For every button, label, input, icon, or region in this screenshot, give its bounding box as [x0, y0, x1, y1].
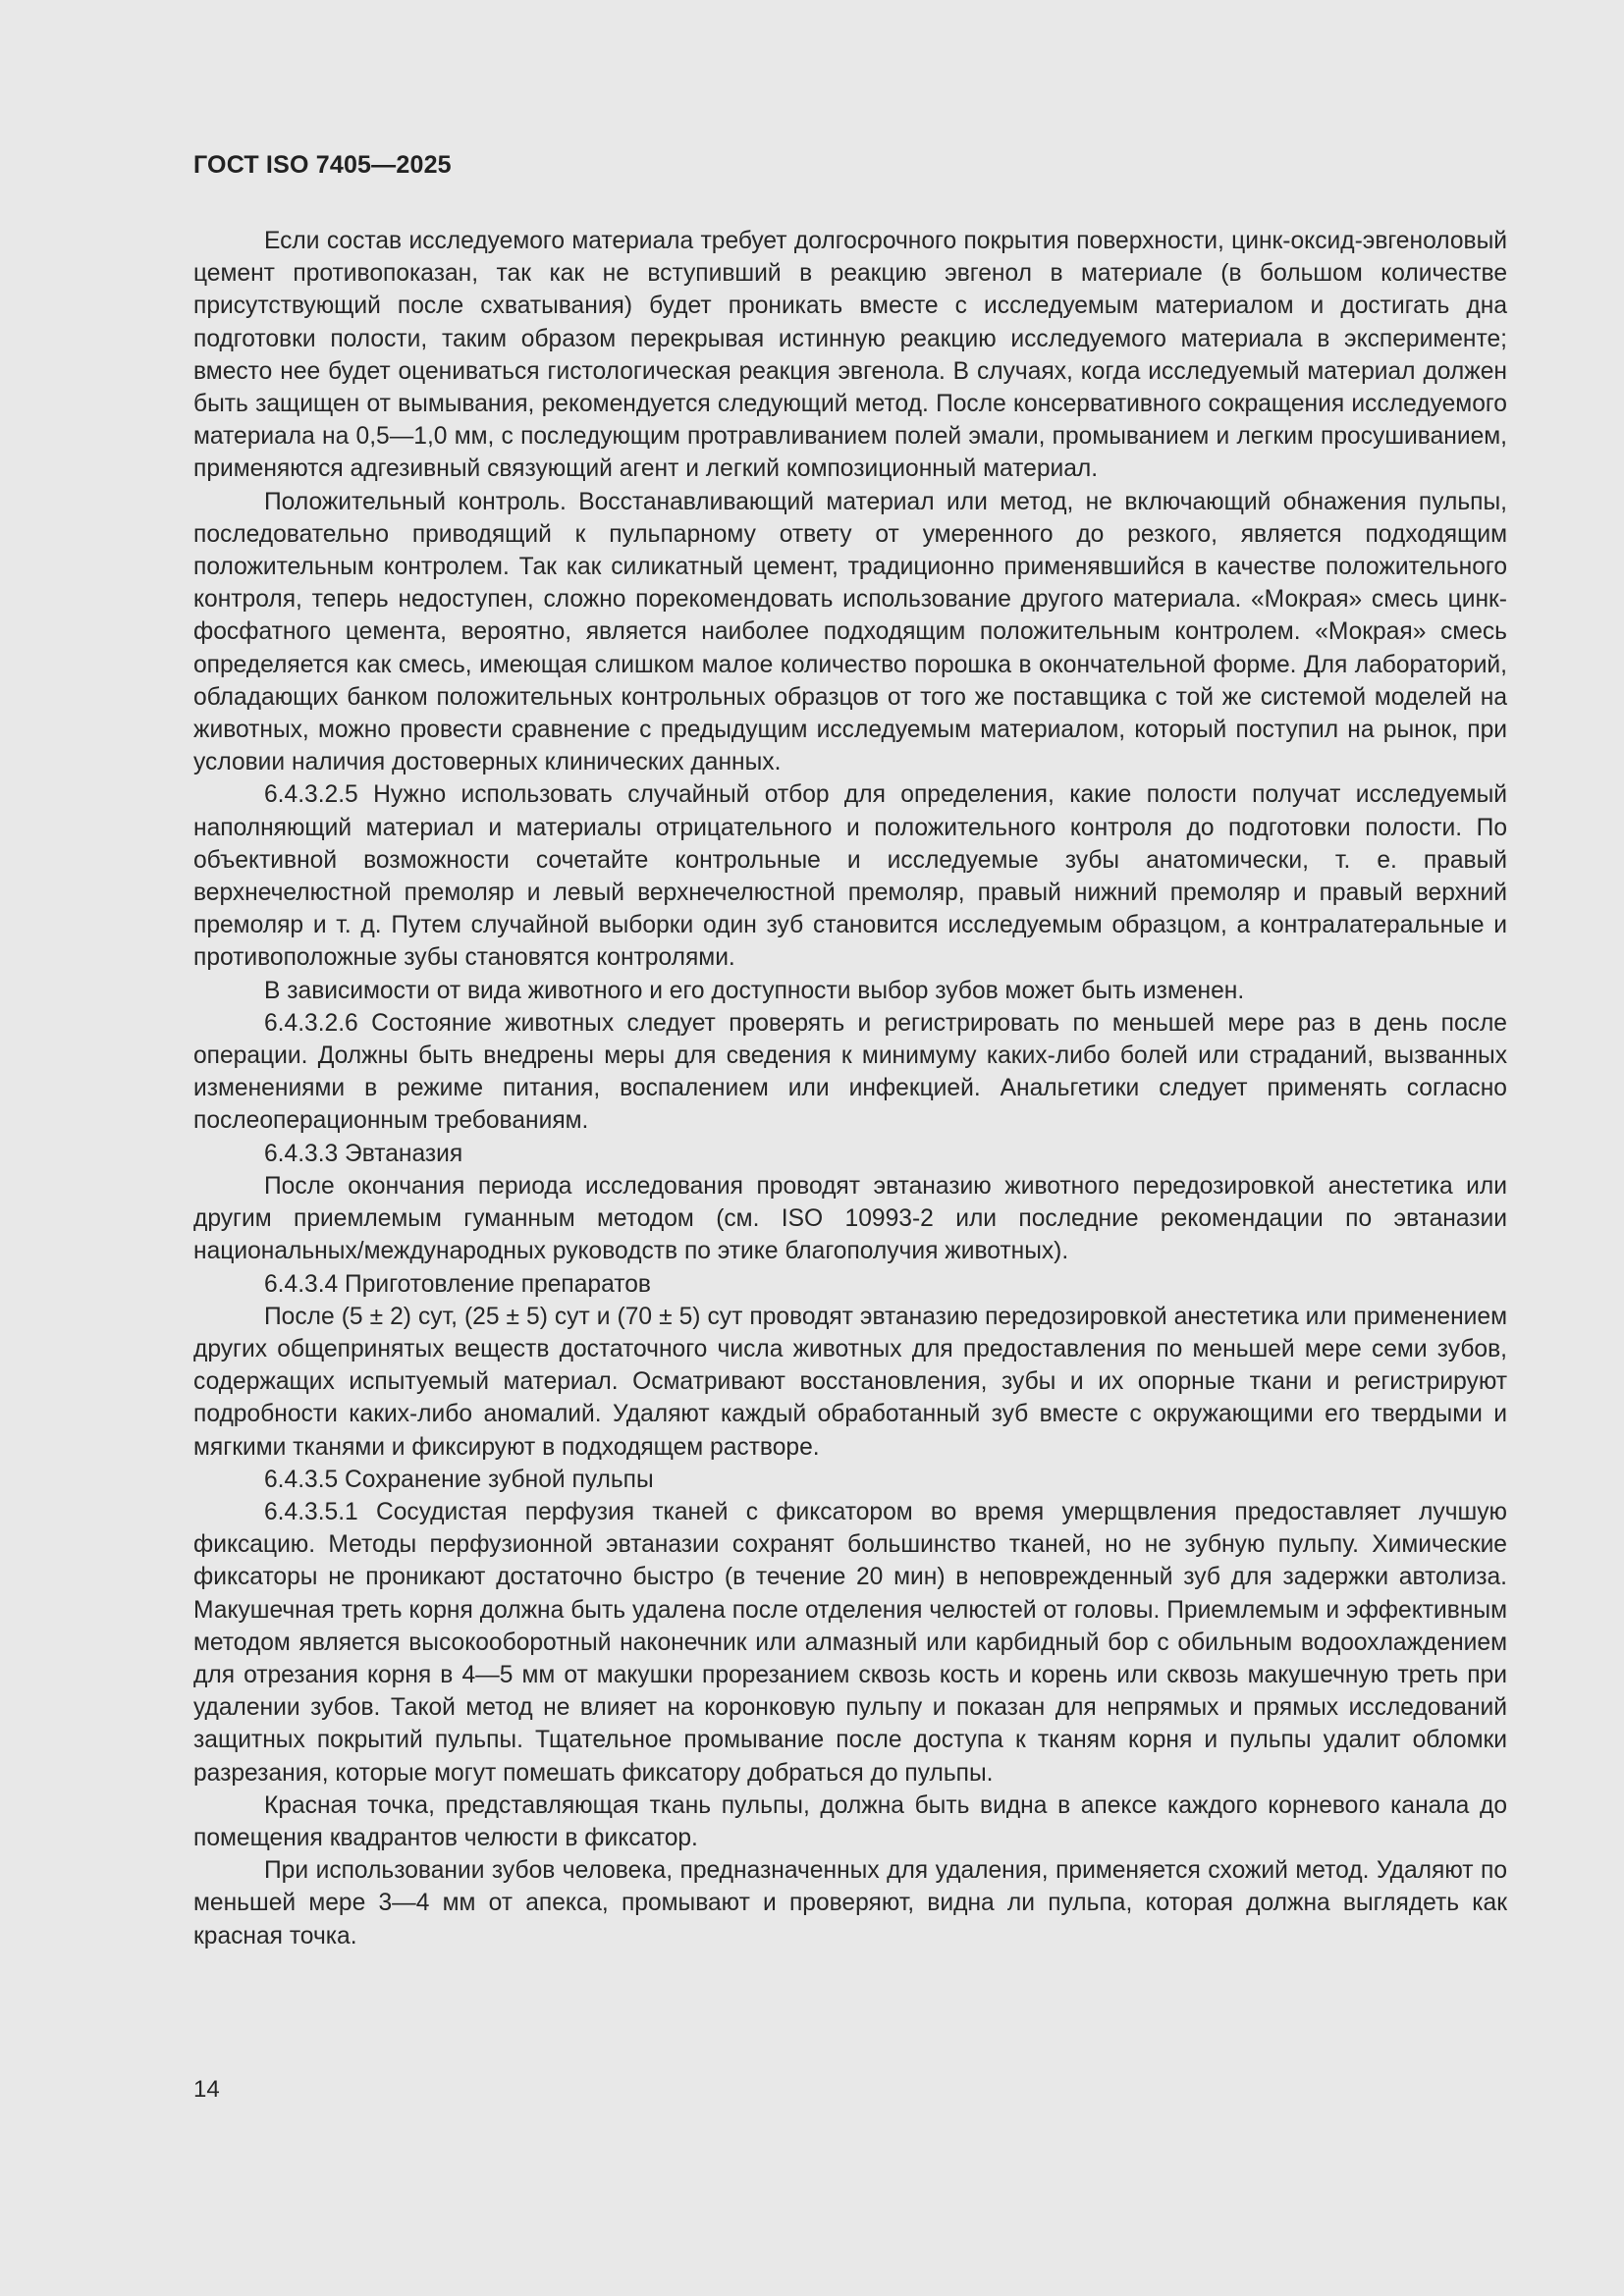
paragraph: После (5 ± 2) сут, (25 ± 5) сут и (70 ± 5) сут проводят эвтаназию передозировкой анестетика или применением других общепринятых веществ достаточного числа животных для предоставления по меньшей мере семи зубов, содержащих испытуемый материал. Осматривают восстановления, зубы и их опорные ткани и регистрируют подробности каких-либо аномалий. Удаляют каждый обработанный зуб вместе с окружающими его твердыми и мягкими тканями и фиксируют в подходящем растворе.: [193, 1303, 1507, 1461]
page-number: 14: [193, 2076, 220, 2103]
section-heading: 6.4.3.5 Сохранение зубной пульпы: [264, 1466, 654, 1493]
body-text: [193, 225, 1507, 1952]
section-heading: 6.4.3.4 Приготовление препаратов: [264, 1270, 651, 1298]
paragraph: Положительный контроль. Восстанавливающий материал или метод, не включающий обнажения пульпы, последовательно приводящий к пульпарному ответу от умеренного до резкого, является подходящим положительным контролем. Так как силикатный цемент, традиционно применявшийся в качестве положительного контроля, теперь недоступен, сложно порекомендовать использование другого материала. «Мокрая» смесь цинк-фосфатного цемента, вероятно, является наиболее подходящим положительным контролем. «Мокрая» смесь определяется как смесь, имеющая слишком малое количество порошка в окончательной форме. Для лабораторий, обладающих банком положительных контрольных образцов от того же поставщика с той же системой моделей на животных, можно провести сравнение с предыдущим исследуемым материалом, который поступил на рынок, при условии наличия достоверных клинических данных.: [193, 488, 1507, 776]
section-heading: 6.4.3.3 Эвтаназия: [264, 1140, 463, 1167]
paragraph: 6.4.3.2.6 Состояние животных следует проверять и регистрировать по меньшей мере раз в день после операции. Должны быть внедрены меры для сведения к минимуму каких-либо болей или страданий, вызванных изменениями в режиме питания, воспалением или инфекцией. Анальгетики следует применять согласно послеоперационным требованиям.: [193, 1009, 1507, 1135]
paragraph: Если состав исследуемого материала требует долгосрочного покрытия поверхности, цинк-оксид-эвгеноловый цемент противопоказан, так как не вступивший в реакцию эвгенол в материале (в большом количестве присутствующий после схватывания) будет проникать вместе с исследуемым материалом и достигать дна подготовки полости, таким образом перекрывая истинную реакцию исследуемого материала в эксперименте; вместо нее будет оцениваться гистологическая реакция эвгенола. В случаях, когда исследуемый материал должен быть защищен от вымывания, рекомендуется следующий метод. После консервативного сокращения исследуемого материала на 0,5—1,0 мм, с последующим протравливанием полей эмали, промыванием и легким просушиванием, применяются адгезивный связующий агент и легкий композиционный материал.: [193, 228, 1507, 483]
paragraph: После окончания периода исследования проводят эвтаназию животного передозировкой анестетика или другим приемлемым гуманным методом (см. ISO 10993-2 или последние рекомендации по эвтаназии национальных/международных руководств по этике благополучия животных).: [193, 1172, 1507, 1265]
document-header: ГОСТ ISO 7405—2025: [193, 151, 452, 179]
paragraph: 6.4.3.5.1 Сосудистая перфузия тканей с фиксатором во время умерщвления предоставляет лучшую фиксацию. Методы перфузионной эвтаназии сохранят большинство тканей, но не зубную пульпу. Химические фиксаторы не проникают достаточно быстро (в течение 20 мин) в неповрежденный зуб для задержки автолиза. Макушечная треть корня должна быть удалена после отделения челюстей от головы. Приемлемым и эффективным методом является высокооборотный наконечник или алмазный или карбидный бор с обильным водоохлаждением для отрезания корня в 4—5 мм от макушки прорезанием сквозь кость и корень или сквозь макушечную треть при удалении зубов. Такой метод не влияет на коронковую пульпу и показан для непрямых и прямых исследований защитных покрытий пульпы. Тщательное промывание после доступа к тканям корня и пульпы удалит обломки разрезания, которые могут помешать фиксатору добраться до пульпы.: [193, 1498, 1507, 1787]
paragraph: Красная точка, представляющая ткань пульпы, должна быть видна в апексе каждого корневого канала до помещения квадрантов челюсти в фиксатор.: [193, 1791, 1507, 1851]
paragraph: 6.4.3.2.5 Нужно использовать случайный отбор для определения, какие полости получат исследуемый наполняющий материал и материалы отрицательного и положительного контроля до подготовки полости. По объективной возможности сочетайте контрольные и исследуемые зубы анатомически, т. е. правый верхнечелюстной премоляр и левый верхнечелюстной премоляр, правый нижний премоляр и правый верхний премоляр и т. д. Путем случайной выборки один зуб становится исследуемым образцом, а контралатеральные и противоположные зубы становятся контролями.: [193, 781, 1507, 972]
paragraph: В зависимости от вида животного и его доступности выбор зубов может быть изменен.: [264, 977, 1245, 1004]
paragraph: При использовании зубов человека, предназначенных для удаления, применяется схожий метод. Удаляют по меньшей мере 3—4 мм от апекса, промывают и проверяют, видна ли пульпа, которая должна выглядеть как красная точка.: [193, 1857, 1507, 1949]
